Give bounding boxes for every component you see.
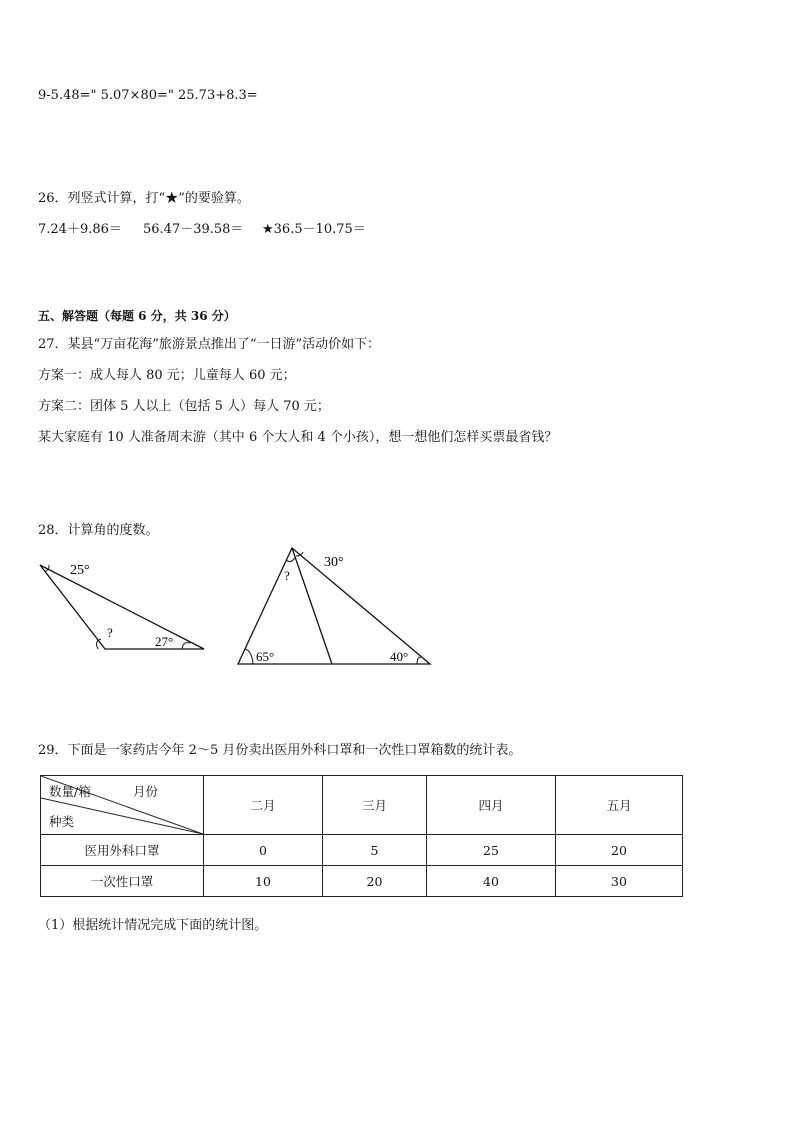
q27-plan1: 方案一：成人每人 80 元；儿童每人 60 元； — [38, 368, 296, 383]
header-kind: 种类 — [49, 814, 75, 829]
tri2-angle-left: 65° — [256, 649, 275, 664]
row-label: 医用外科口罩 — [41, 835, 204, 866]
q26-title: 26．列竖式计算，打“★”的要验算。 — [38, 191, 250, 206]
q28-title: 28．计算角的度数。 — [38, 523, 159, 538]
table-cell: 0 — [204, 835, 323, 866]
triangle-figure-1 — [30, 555, 215, 655]
row-label: 一次性口罩 — [41, 866, 204, 897]
table-header-row — [41, 776, 683, 835]
q26-item: 56.47－39.58＝ — [143, 222, 244, 237]
tri2-angle-top: 30° — [324, 555, 344, 570]
table-row — [41, 866, 683, 897]
table-cell: 5 — [323, 835, 427, 866]
q26-item: 7.24＋9.86＝ — [38, 222, 122, 237]
q29-title: 29．下面是一家药店今年 2～5 月份卖出医用外科口罩和一次性口罩箱数的统计表。 — [38, 743, 522, 758]
q27-title: 27．某县“万亩花海”旅游景点推出了“一日游”活动价如下： — [38, 337, 381, 352]
calc-line: 9-5.48=" 5.07×80=" 25.73+8.3= — [38, 88, 258, 103]
table-cell: 20 — [323, 866, 427, 897]
table-cell: 20 — [556, 835, 683, 866]
table-row — [41, 835, 683, 866]
header-quantity: 数量/箱 — [49, 784, 91, 799]
stats-table — [40, 775, 683, 897]
month-header: 三月 — [323, 776, 427, 835]
diagonal-header-cell — [41, 776, 204, 835]
tri1-unknown: ? — [107, 625, 113, 640]
table-cell: 40 — [427, 866, 556, 897]
header-month: 月份 — [133, 784, 159, 799]
tri2-unknown: ? — [284, 568, 290, 583]
q27-plan2: 方案二：团体 5 人以上（包括 5 人）每人 70 元； — [38, 399, 330, 414]
q29-sub1: （1）根据统计情况完成下面的统计图。 — [38, 918, 268, 933]
tri2-angle-right: 40° — [390, 649, 409, 664]
q26-item: ★36.5－10.75＝ — [262, 222, 366, 237]
month-header: 二月 — [204, 776, 323, 835]
triangle-figure-2 — [232, 540, 437, 670]
table-cell: 10 — [204, 866, 323, 897]
triangle-1-shape — [40, 565, 204, 649]
q27-question: 某大家庭有 10 人准备周末游（其中 6 个大人和 4 个小孩），想一想他们怎样买票最省钱？ — [38, 430, 558, 445]
month-header: 四月 — [427, 776, 556, 835]
month-header: 五月 — [556, 776, 683, 835]
tri1-angle-b: 27° — [155, 634, 174, 649]
table-cell: 25 — [427, 835, 556, 866]
table-cell: 30 — [556, 866, 683, 897]
section-title: 五、解答题（每题 6 分，共 36 分） — [38, 309, 236, 323]
tri1-angle-a: 25° — [70, 563, 90, 578]
